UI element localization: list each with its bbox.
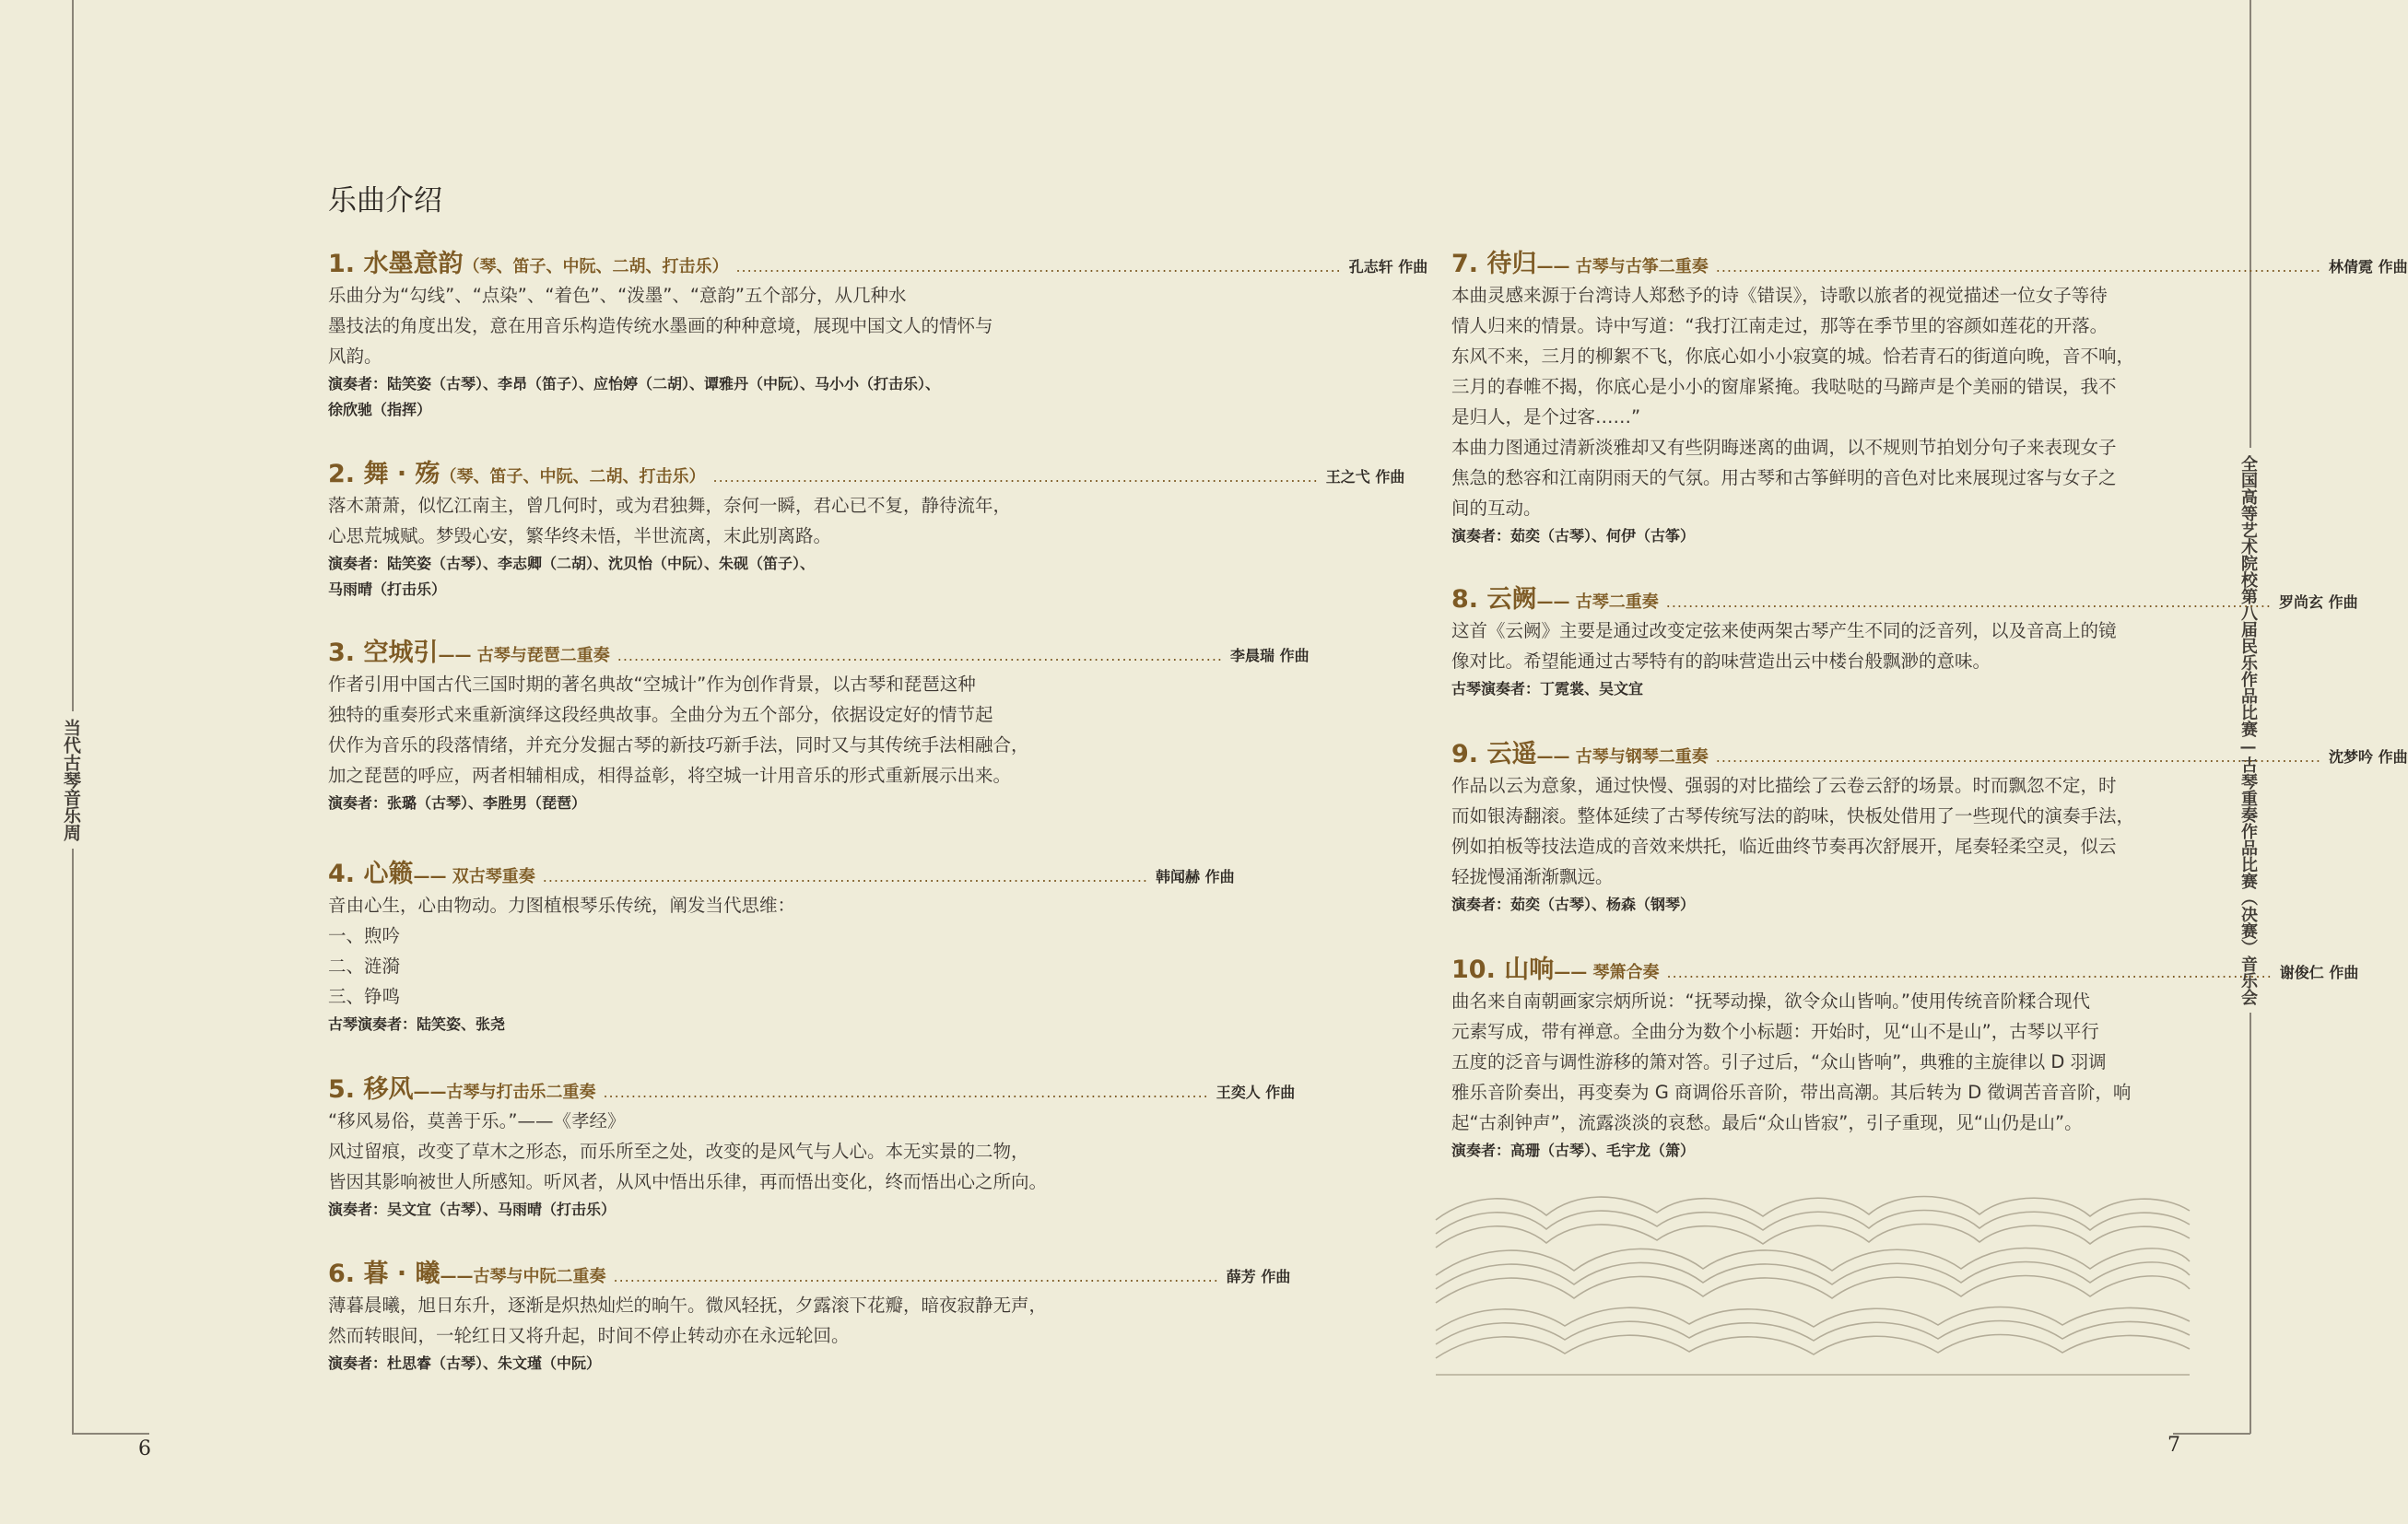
piece-performers — [328, 1351, 1052, 1377]
description-line: 雅乐音阶奏出，再变奏为 G 商调俗乐音阶，带出高潮。其后转为 D 徵调苦音音阶，响 — [1451, 1082, 2132, 1103]
description-line: 轻拢慢涌渐渐飘远。 — [1451, 866, 1614, 887]
description-line: 本曲灵感来源于台湾诗人郑愁予的诗《错误》，诗歌以旅者的视觉描述一位女子等待 — [1451, 285, 2108, 306]
leader-dots: ............................................................................................................ — [735, 258, 1342, 275]
piece-performers — [1451, 892, 2179, 918]
piece-instrumentation: —— 古琴与古筝二重奏 — [1536, 257, 1709, 276]
piece-instrumentation: ——古琴与打击乐二重奏 — [413, 1083, 596, 1102]
piece-entry — [328, 1253, 1291, 1377]
description-line: 风过留痕，改变了草木之形态，而乐所至之处，改变的是风气与人心。本无实景的二物， — [328, 1141, 1029, 1162]
piece-composer: 林倩霓 作曲 — [2329, 258, 2408, 275]
description-line: 间的互动。 — [1451, 498, 1542, 519]
description-line: 心思荒城赋。梦毁心安，繁华终未悟，半世流离，末此别离路。 — [328, 525, 832, 546]
description-line: 作者引用中国古代三国时期的著名典故“空城计”作为创作背景，以古琴和琵琶这种 — [328, 674, 976, 695]
description-line: “移风易俗，莫善于乐。”——《孝经》 — [328, 1110, 626, 1131]
description-line: 焦急的愁容和江南阴雨天的气氛。用古琴和古筝鲜明的音色对比来展现过客与女子之 — [1451, 467, 2117, 488]
performers-line: 演奏者：吴文宜（古琴）、马雨晴（打击乐） — [328, 1201, 617, 1218]
description-line: 是归人，是个过客……” — [1451, 406, 1641, 428]
description-line: 加之琵琶的呼应，两者相辅相成，相得益彰，将空城一计用音乐的形式重新展示出来。 — [328, 765, 1012, 786]
piece-composer: 王之弋 作曲 — [1325, 468, 1405, 486]
piece-title: 5. 移风 — [328, 1075, 414, 1104]
piece-performers — [328, 1012, 1052, 1037]
description-line: 音由心生，心由物动。力图植根琴乐传统，阐发当代思维： — [328, 895, 796, 916]
leader-dots: ............................................................................................................ — [603, 1084, 1209, 1101]
piece-description — [328, 280, 1052, 371]
description-line: 墨技法的角度出发，意在用音乐构造传统水墨画的种种意境，展现中国文人的情怀与 — [328, 315, 993, 336]
description-line: 三、铮鸣 — [328, 986, 401, 1007]
description-line: 然而转眼间，一轮红日又将升起，时间不停止转动亦在永远轮回。 — [328, 1325, 850, 1346]
description-line: 五度的泛音与调性游移的箫对答。引子过后，“众山皆响”，典雅的主旋律以 D 羽调 — [1451, 1051, 2107, 1073]
piece-composer: 罗尚玄 作曲 — [2279, 593, 2358, 611]
piece-title: 3. 空城引 — [328, 639, 439, 667]
piece-description — [328, 890, 1052, 1012]
piece-performers — [1451, 1138, 2179, 1164]
piece-composer: 孔志轩 作曲 — [1348, 258, 1428, 275]
description-line: 曲名来自南朝画家宗炳所说：“抚琴动操，欲令众山皆响。”使用传统音阶糅合现代 — [1451, 991, 2090, 1012]
performers-line: 演奏者：张璐（古琴）、李胜男（琵琶） — [328, 794, 587, 812]
piece-title: 8. 云阙 — [1451, 585, 1537, 614]
wave-pattern-decoration — [1436, 1183, 2190, 1377]
piece-entry — [328, 243, 1428, 423]
page-number-left: 6 — [138, 1437, 151, 1460]
piece-entry — [328, 1069, 1296, 1223]
piece-description — [328, 669, 1052, 791]
performers-line: 徐欣驰（指挥） — [328, 401, 432, 418]
piece-instrumentation: —— 双古琴重奏 — [413, 867, 535, 886]
piece-description — [1451, 986, 2179, 1138]
piece-composer: 王奕人 作曲 — [1216, 1084, 1296, 1101]
piece-title: 4. 心籁 — [328, 860, 414, 888]
description-line: 像对比。希望能通过古琴特有的韵味营造出云中楼台般飘渺的意味。 — [1451, 651, 1991, 672]
performers-line: 演奏者：杜思睿（古琴）、朱文瑾（中阮） — [328, 1354, 602, 1372]
performers-line: 演奏者：陆笑姿（古琴）、李志卿（二胡）、沈贝怡（中阮）、朱砚（笛子）、 — [328, 555, 816, 572]
leader-dots: ............................................................................................................ — [542, 868, 1149, 885]
piece-title: 10. 山响 — [1451, 955, 1555, 984]
description-line: 例如拍板等技法造成的音效来烘托，临近曲终节奏再次舒展开，尾奏轻柔空灵，似云 — [1451, 836, 2117, 857]
description-line: 情人归来的情景。诗中写道：“我打江南走过，那等在季节里的容颜如莲花的开落。 — [1451, 315, 2108, 336]
description-line: 而如银涛翻滚。整体延续了古琴传统写法的韵味，快板处借用了一些现代的演奏手法， — [1451, 805, 2135, 826]
piece-instrumentation: —— 古琴与钢琴二重奏 — [1536, 747, 1709, 767]
left-frame-bottom-line — [72, 1433, 149, 1435]
description-line: 独特的重奏形式来重新演绎这段经典故事。全曲分为五个部分，依据设定好的情节起 — [328, 704, 993, 725]
performers-line: 演奏者：茹奕（古琴）、何伊（古筝） — [1451, 527, 1696, 545]
piece-entry — [328, 853, 1235, 1037]
description-line: 元素写成，带有禅意。全曲分为数个小标题：开始时，见“山不是山”，古琴以平行 — [1451, 1021, 2099, 1042]
side-label-right: 全国高等艺术院校第八届民乐作品比赛—古琴重奏作品比赛（决赛）音乐会 — [2239, 448, 2256, 1013]
description-line: 皆因其影响被世人所感知。听风者，从风中悟出乐律，再而悟出变化，终而悟出心之所向。 — [328, 1171, 1048, 1192]
description-line: 作品以云为意象，通过快慢、强弱的对比描绘了云卷云舒的场景。时而飘忽不定，时 — [1451, 775, 2117, 796]
leader-dots: ............................................................................................................ — [1666, 964, 2273, 981]
piece-entry — [1451, 243, 2408, 549]
piece-composer: 李晨瑞 作曲 — [1230, 647, 1310, 664]
piece-instrumentation: （琴、笛子、中阮、二胡、打击乐） — [463, 257, 729, 276]
leader-dots: ............................................................................................................ — [712, 468, 1319, 486]
piece-title: 9. 云遥 — [1451, 740, 1537, 768]
description-line: 一、煦吟 — [328, 925, 401, 946]
leader-dots: ............................................................................................................ — [613, 1268, 1219, 1285]
leader-dots: ............................................................................................................ — [1665, 593, 2273, 611]
performers-line: 古琴演奏者：陆笑姿、张尧 — [328, 1015, 506, 1033]
piece-entry — [328, 632, 1310, 816]
piece-performers — [1451, 676, 2179, 702]
piece-description — [1451, 770, 2179, 892]
performers-line: 马雨晴（打击乐） — [328, 580, 447, 598]
piece-title: 6. 暮 · 曦 — [328, 1260, 440, 1288]
side-label-left: 当代古琴音乐周 — [62, 711, 79, 849]
piece-description — [1451, 615, 2179, 676]
right-frame-bottom-line — [2173, 1433, 2250, 1435]
piece-instrumentation: —— 琴箫合奏 — [1554, 963, 1660, 982]
piece-description — [328, 1290, 1052, 1351]
piece-instrumentation: （琴、笛子、中阮、二胡、打击乐） — [440, 467, 706, 487]
piece-entry — [1451, 579, 2358, 702]
piece-composer: 薛芳 作曲 — [1226, 1268, 1291, 1285]
piece-entry — [328, 453, 1405, 603]
description-line: 本曲力图通过清新淡雅却又有些阴晦迷离的曲调，以不规则节拍划分句子来表现女子 — [1451, 437, 2117, 458]
piece-title: 7. 待归 — [1451, 250, 1537, 278]
leader-dots: ............................................................................................................ — [1715, 258, 2322, 275]
piece-performers — [1451, 523, 2179, 549]
piece-description — [328, 490, 1052, 551]
piece-composer: 韩闻赫 作曲 — [1156, 868, 1235, 885]
section-title: 乐曲介绍 — [328, 184, 442, 217]
piece-description — [1451, 280, 2179, 523]
description-line: 落木萧萧，似忆江南主，曾几何时，或为君独舞，奈何一瞬，君心已不复，静待流年， — [328, 495, 1012, 516]
piece-entry — [1451, 733, 2408, 918]
performers-line: 演奏者：陆笑姿（古琴）、李昂（笛子）、应怡婷（二胡）、谭雅丹（中阮）、马小小（打击乐）、 — [328, 375, 941, 393]
page-number-right: 7 — [2167, 1434, 2180, 1457]
description-line: 二、涟漪 — [328, 955, 401, 977]
piece-performers — [328, 1197, 1052, 1223]
piece-title: 2. 舞 · 殇 — [328, 460, 440, 488]
piece-composer: 谢俊仁 作曲 — [2279, 964, 2359, 981]
description-line: 这首《云阙》主要是通过改变定弦来使两架古琴产生不同的泛音列，以及音高上的镜 — [1451, 620, 2117, 641]
piece-title: 1. 水墨意韵 — [328, 250, 464, 278]
piece-composer: 沈梦吟 作曲 — [2329, 748, 2408, 766]
description-line: 起“古刹钟声”，流露淡淡的哀愁。最后“众山皆寂”，引子重现，见“山仍是山”。 — [1451, 1112, 2083, 1133]
description-line: 伏作为音乐的段落情绪，并充分发掘古琴的新技巧新手法，同时又与其传统手法相融合， — [328, 734, 1029, 756]
performers-line: 演奏者：高珊（古琴）、毛宇龙（箫） — [1451, 1142, 1696, 1159]
description-line: 三月的春帷不揭，你底心是小小的窗扉紧掩。我哒哒的马蹄声是个美丽的错误，我不 — [1451, 376, 2117, 397]
piece-instrumentation: ——古琴与中阮二重奏 — [440, 1267, 606, 1286]
piece-instrumentation: —— 古琴二重奏 — [1536, 592, 1659, 612]
piece-performers — [328, 791, 1052, 816]
piece-performers — [328, 551, 1052, 603]
description-line: 薄暮晨曦，旭日东升，逐渐是炽热灿烂的晌午。微风轻抚，夕露滚下花瓣，暗夜寂静无声， — [328, 1295, 1048, 1316]
piece-description — [328, 1106, 1052, 1197]
piece-entry — [1451, 949, 2359, 1164]
piece-instrumentation: —— 古琴与琵琶二重奏 — [438, 646, 610, 665]
left-column — [328, 0, 1428, 1524]
performers-line: 演奏者：茹奕（古琴）、杨森（钢琴） — [1451, 896, 1696, 913]
leader-dots: ............................................................................................................ — [617, 647, 1224, 664]
description-line: 东风不来，三月的柳絮不飞，你底心如小小寂寞的城。恰若青石的街道向晚，音不响， — [1451, 346, 2135, 367]
description-line: 乐曲分为“勾线”、“点染”、“着色”、“泼墨”、“意韵”五个部分，从几种水 — [328, 285, 907, 306]
leader-dots: ............................................................................................................ — [1715, 748, 2322, 766]
description-line: 风韵。 — [328, 346, 382, 367]
piece-performers — [328, 371, 1052, 423]
performers-line: 古琴演奏者：丁霓裳、吴文宜 — [1451, 680, 1644, 698]
